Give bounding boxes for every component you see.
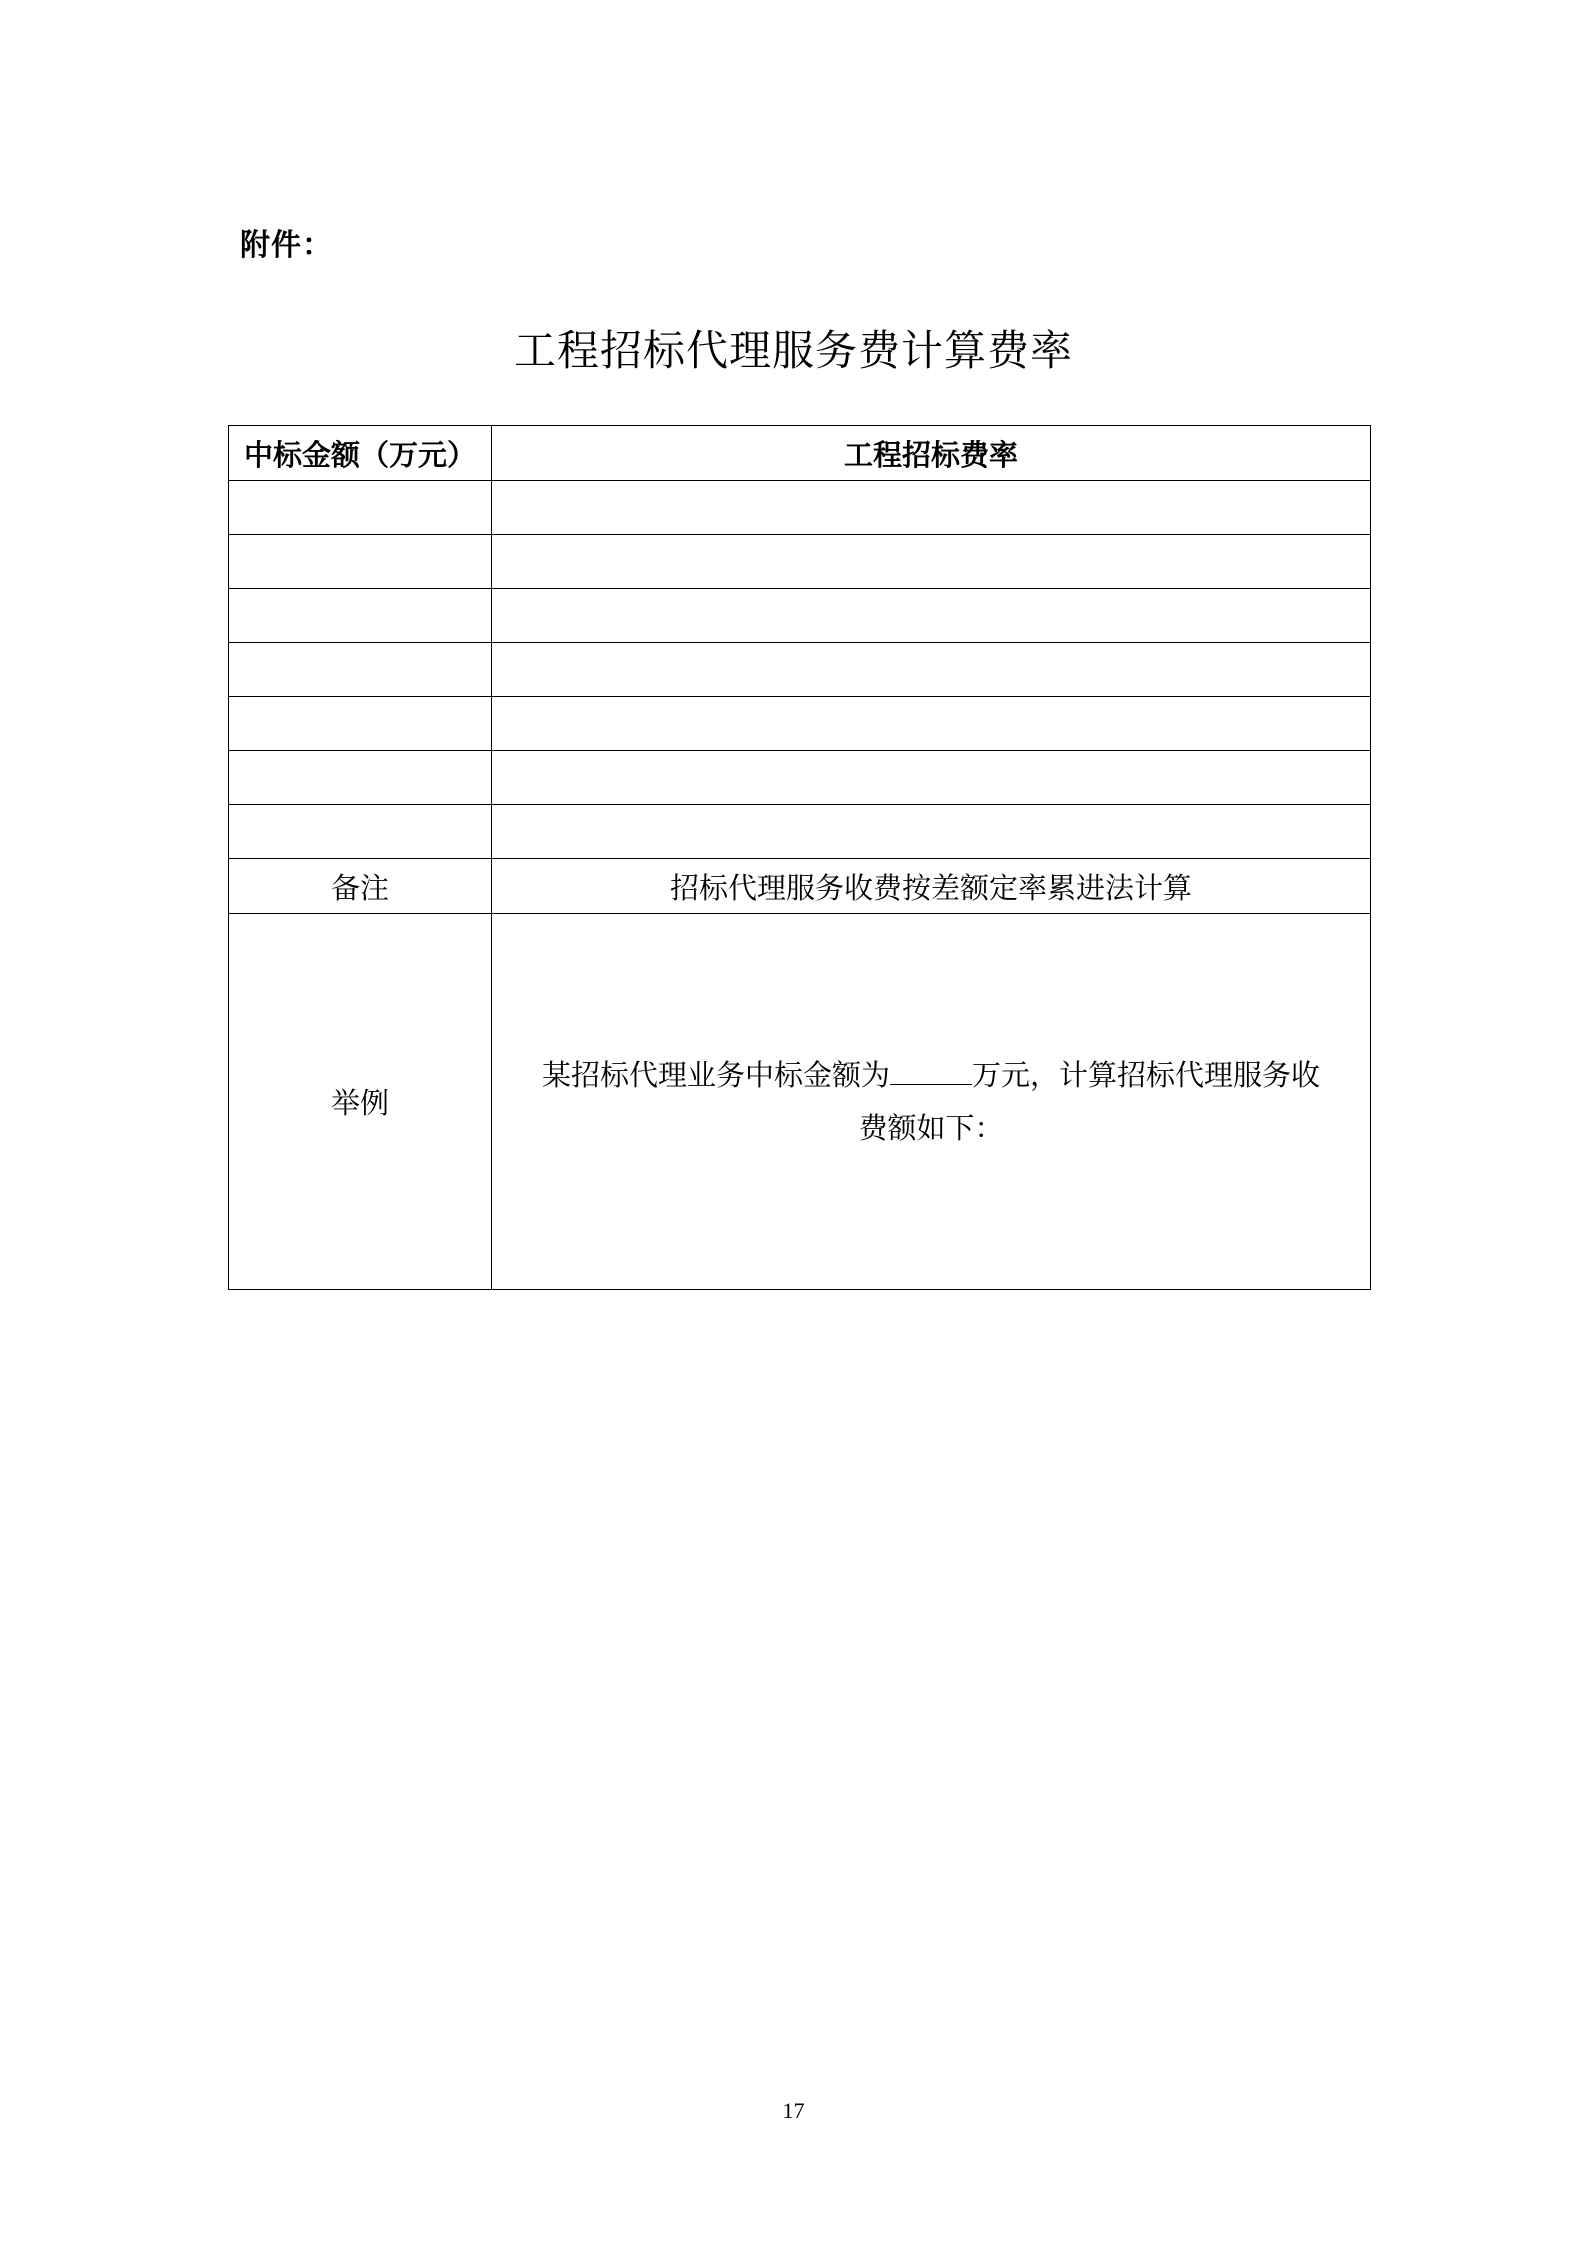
note-text: 招标代理服务收费按差额定率累进法计算 bbox=[492, 859, 1371, 914]
rate-cell bbox=[492, 535, 1371, 589]
rate-cell bbox=[492, 643, 1371, 697]
amount-blank-line bbox=[890, 1058, 972, 1085]
document-title: 工程招标代理服务费计算费率 bbox=[513, 326, 1073, 375]
table-header-row bbox=[229, 426, 1371, 481]
example-text-line2: 费额如下： bbox=[858, 1110, 1004, 1145]
header-amount: 中标金额（万元） bbox=[229, 426, 492, 481]
example-text-before-blank: 某招标代理业务中标金额为 bbox=[541, 1057, 890, 1092]
amount-cell bbox=[229, 589, 492, 643]
table-row bbox=[229, 697, 1371, 751]
table-row bbox=[229, 481, 1371, 535]
note-row bbox=[229, 859, 1371, 914]
rate-cell bbox=[492, 481, 1371, 535]
attachment-label: 附件： bbox=[240, 228, 333, 263]
example-text bbox=[492, 914, 1371, 1290]
amount-cell bbox=[229, 805, 492, 859]
amount-cell bbox=[229, 535, 492, 589]
rate-table bbox=[228, 425, 1371, 1290]
note-label: 备注 bbox=[229, 859, 492, 914]
amount-cell bbox=[229, 481, 492, 535]
amount-cell bbox=[229, 643, 492, 697]
amount-cell bbox=[229, 697, 492, 751]
header-rate: 工程招标费率 bbox=[492, 426, 1371, 481]
table-row bbox=[229, 751, 1371, 805]
rate-cell bbox=[492, 589, 1371, 643]
example-label: 举例 bbox=[229, 914, 492, 1290]
table-row bbox=[229, 589, 1371, 643]
rate-cell bbox=[492, 805, 1371, 859]
table-row bbox=[229, 805, 1371, 859]
table-row bbox=[229, 643, 1371, 697]
table-row bbox=[229, 535, 1371, 589]
example-text-after-blank: 万元，计算招标代理服务收 bbox=[972, 1057, 1321, 1092]
rate-cell bbox=[492, 751, 1371, 805]
page-number: 17 bbox=[782, 2098, 805, 2123]
amount-cell bbox=[229, 751, 492, 805]
example-row bbox=[229, 914, 1371, 1290]
rate-cell bbox=[492, 697, 1371, 751]
